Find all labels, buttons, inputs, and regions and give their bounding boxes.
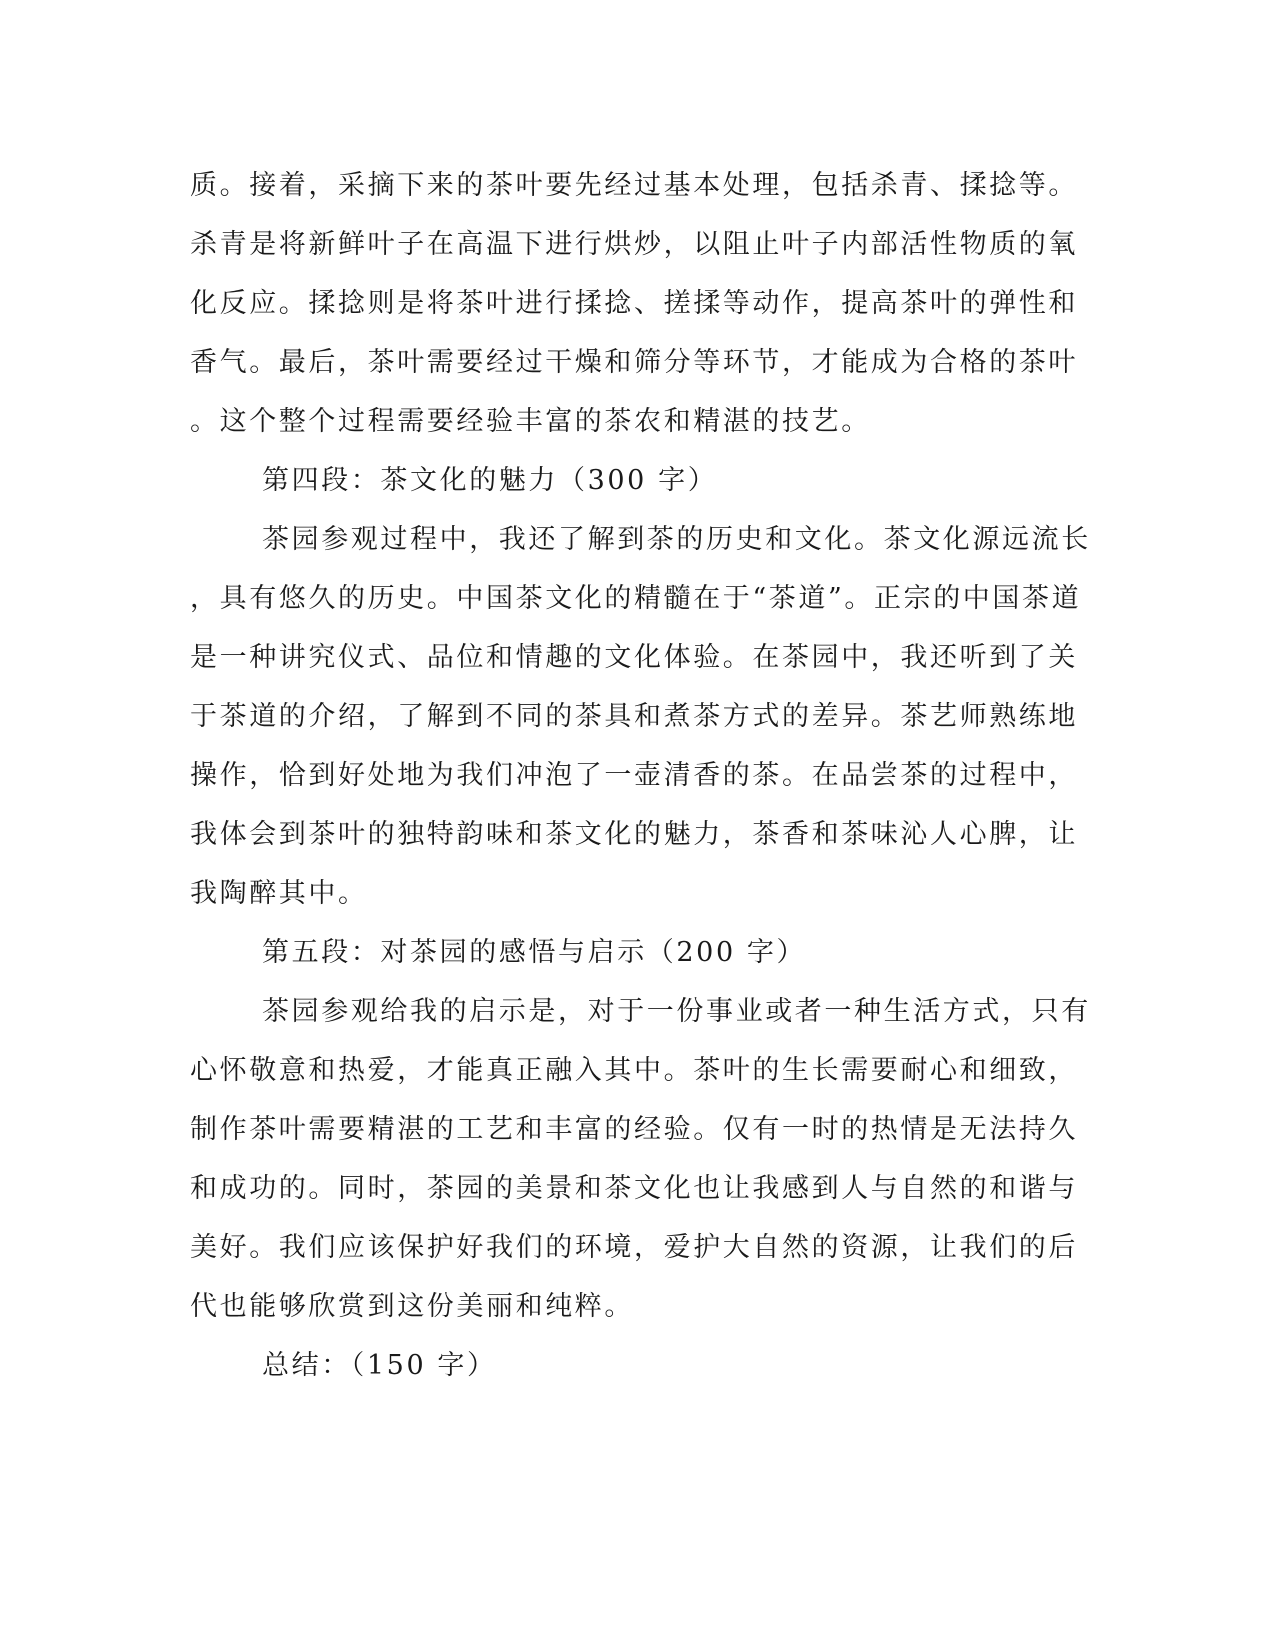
text-line: 。这个整个过程需要经验丰富的茶农和精湛的技艺。: [190, 406, 871, 437]
text-line: 心怀敬意和热爱，才能真正融入其中。茶叶的生长需要耐心和细致，: [190, 1055, 1078, 1086]
text-line: 我陶醉其中。: [190, 878, 368, 909]
section-heading-5: 第五段：对茶园的感悟与启示（200 字）: [262, 937, 807, 968]
text-line: 茶园参观过程中，我还了解到茶的历史和文化。茶文化源远流长: [262, 524, 1091, 555]
text-line: 香气。最后，茶叶需要经过干燥和筛分等环节，才能成为合格的茶叶: [190, 347, 1078, 378]
text-line: 于茶道的介绍，了解到不同的茶具和煮茶方式的差异。茶艺师熟练地: [190, 701, 1078, 732]
text-line: 质。接着，采摘下来的茶叶要先经过基本处理，包括杀青、揉捻等。: [190, 170, 1078, 201]
text-line: 茶园参观给我的启示是，对于一份事业或者一种生活方式，只有: [262, 996, 1091, 1027]
text-line: 杀青是将新鲜叶子在高温下进行烘炒，以阻止叶子内部活性物质的氧: [190, 229, 1078, 260]
text-line: 和成功的。同时，茶园的美景和茶文化也让我感到人与自然的和谐与: [190, 1173, 1078, 1204]
text-line: ，具有悠久的历史。中国茶文化的精髓在于“茶道”。正宗的中国茶道: [190, 583, 1082, 614]
section-heading-4: 第四段：茶文化的魅力（300 字）: [262, 465, 718, 496]
text-line: 我体会到茶叶的独特韵味和茶文化的魅力，茶香和茶味沁人心脾，让: [190, 819, 1078, 850]
text-line: 化反应。揉捻则是将茶叶进行揉捻、搓揉等动作，提高茶叶的弹性和: [190, 288, 1078, 319]
summary-heading: 总结：（150 字）: [262, 1350, 497, 1381]
text-line: 美好。我们应该保护好我们的环境，爱护大自然的资源，让我们的后: [190, 1232, 1078, 1263]
text-line: 代也能够欣赏到这份美丽和纯粹。: [190, 1291, 634, 1322]
text-line: 是一种讲究仪式、品位和情趣的文化体验。在茶园中，我还听到了关: [190, 642, 1078, 673]
text-line: 制作茶叶需要精湛的工艺和丰富的经验。仅有一时的热情是无法持久: [190, 1114, 1078, 1145]
text-line: 操作，恰到好处地为我们冲泡了一壶清香的茶。在品尝茶的过程中，: [190, 760, 1078, 791]
